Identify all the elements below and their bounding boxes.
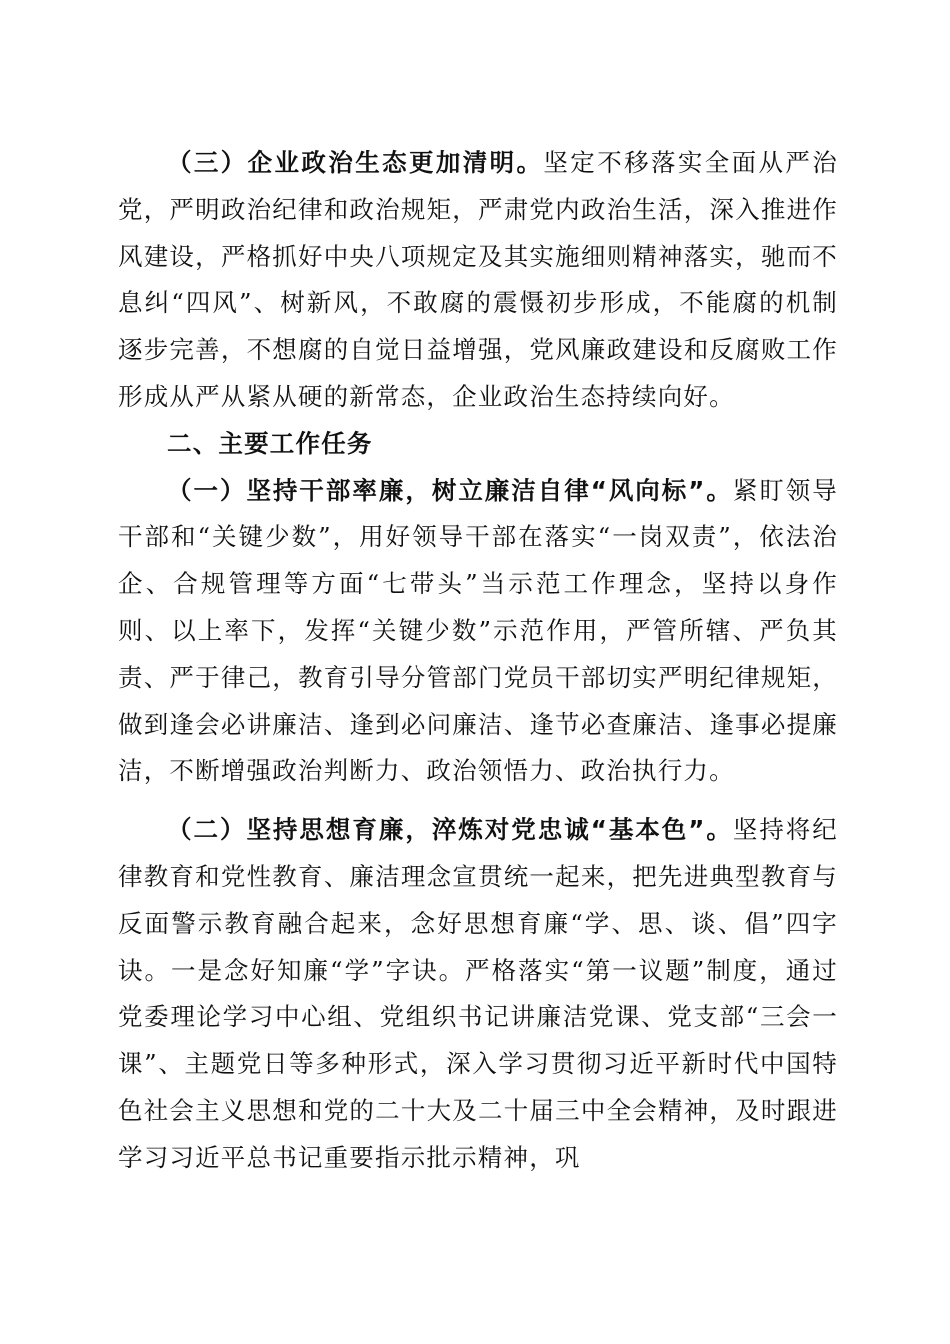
paragraph-ideological-integrity: [118, 807, 838, 1181]
paragraph-spacer: [118, 795, 838, 807]
paragraph-body: 坚持将纪律教育和党性教育、廉洁理念宣贯统一起来，把先进典型教育与反面警示教育融合起来，念好思想育廉“学、思、谈、倡”四字诀。一是念好知廉“学”字诀。严格落实“第一议题”制度，通过党委理论学习中心组、党组织书记讲廉洁党课、党支部“三会一课”、主题党日等多种形式，深入学习贯彻习近平新时代中国特色社会主义思想和党的二十大及二十届三中全会精神，及时跟进学习习近平总书记重要指示批示精神，巩: [118, 815, 838, 1172]
paragraph-lead: （二）坚持思想育廉，淬炼对党忠诚“基本色”。: [167, 815, 733, 845]
paragraph-cadre-integrity: [118, 468, 838, 796]
paragraph-body: 坚定不移落实全面从严治党，严明政治纪律和政治规矩，严肃党内政治生活，深入推进作风建设，严格抓好中央八项规定及其实施细则精神落实，驰而不息纠“四风”、树新风，不敢腐的震慑初步形成，不能腐的机制逐步完善，不想腐的自觉日益增强，党风廉政建设和反腐败工作形成从严从紧从硬的新常态，企业政治生态持续向好。: [118, 148, 838, 411]
paragraph-enterprise-political-ecology: [118, 140, 838, 421]
paragraph-body: 紧盯领导干部和“关键少数”，用好领导干部在落实“一岗双责”，依法治企、合规管理等方面“七带头”当示范工作理念，坚持以身作则、以上率下，发挥“关键少数”示范作用，严管所辖、严负其责、严于律己，教育引导分管部门党员干部切实严明纪律规矩，做到逢会必讲廉洁、逢到必问廉洁、逢节必查廉洁、逢事必提廉洁，不断增强政治判断力、政治领悟力、政治执行力。: [118, 475, 838, 786]
document-body: [118, 140, 838, 1182]
paragraph-lead: （一）坚持干部率廉，树立廉洁自律“风向标”。: [167, 475, 733, 505]
paragraph-lead: （三）企业政治生态更加清明。: [167, 148, 544, 177]
section-heading: 二、主要工作任务: [167, 428, 373, 458]
